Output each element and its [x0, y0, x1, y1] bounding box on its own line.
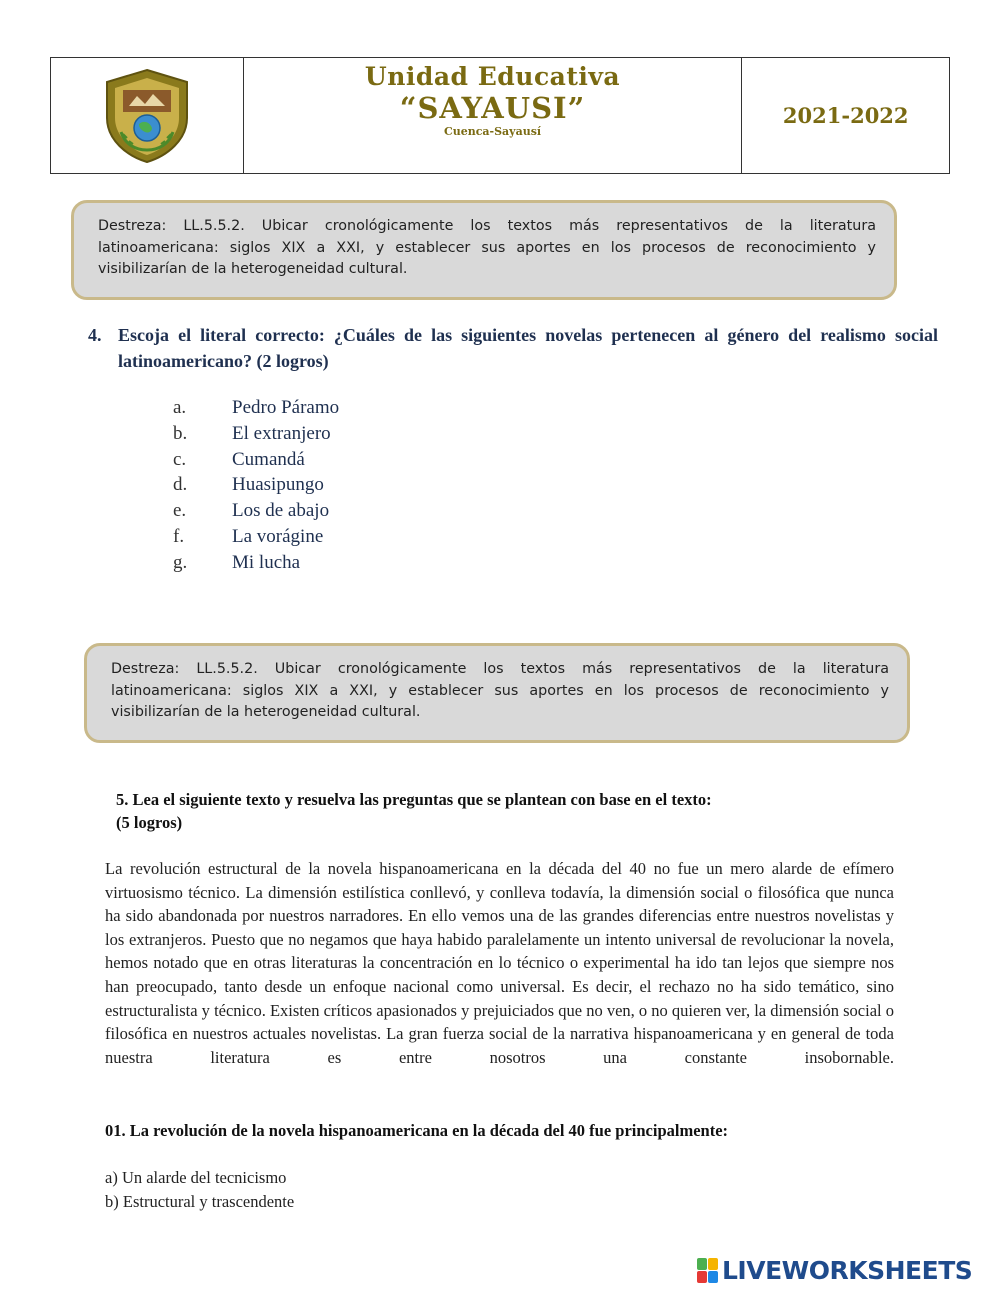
- option-b[interactable]: b. El extranjero: [173, 421, 339, 447]
- option-text: Cumandá: [232, 448, 305, 470]
- option-c[interactable]: c. Cumandá: [173, 447, 339, 473]
- school-name-line1: Unidad Educativa: [364, 62, 621, 91]
- option-text: Los de abajo: [232, 500, 330, 522]
- school-year: 2021-2022: [782, 103, 909, 128]
- school-logo-cell: [51, 58, 244, 173]
- school-name-line2: “SAYAUSI”: [399, 91, 586, 125]
- reading-passage: La revolución estructural de la novela hispanoamericana en la década del 40 no fue un mero alarde de efímero virtuosismo técnico. La dimensión estilística conllevó, y conlleva todavía, la dimensión social o filosófica que nunca ha sido abandonada por nuestros narradores. En ello vemos una de las grandes diferencias entre nuestros novelistas y los extranjeros. Puesto que no negamos que haya habido paralelamente un intento universal de revolucionar la novela, hemos notado que en otras literaturas la concentración en lo técnico o experimental ha ido tan lejos que siempre nos han preocupado, tanto desde un enfoque nacional como universal. Es decir, el rechazo no ha sido temático, sino estructuralista y técnico. Existen críticos apasionados y prejuiciados que no ven, o no quieren ver, la dimensión social o filosófica en nuestros actuales novelistas. La gran fuerza social de la narrativa hispanoamericana y en general de toda nuestra literatura es entre nosotros una constante insobornable.: [105, 859, 894, 1067]
- question-5-line2: (5 logros): [116, 813, 183, 832]
- liveworksheets-wordmark: LIVEWORKSHEETS: [722, 1255, 973, 1285]
- sub-question-answers: [105, 1166, 294, 1214]
- option-a[interactable]: a. Pedro Páramo: [173, 395, 339, 421]
- option-text: Huasipungo: [232, 474, 324, 496]
- school-title-cell: [244, 58, 743, 173]
- school-crest-icon: [99, 66, 195, 166]
- answer-a[interactable]: a) Un alarde del tecnicismo: [105, 1168, 287, 1187]
- option-g[interactable]: g. Mi lucha: [173, 550, 339, 576]
- question-5: [116, 788, 816, 834]
- skill-box-2: Destreza: LL.5.5.2. Ubicar cronológicamente los textos más representativos de la literatura latinoamericana: siglos XIX a XXI, y establecer sus aportes en los procesos de reconocimiento y visibilizarían de la heterogeneidad cultural.: [84, 643, 910, 743]
- skill-box-1: Destreza: LL.5.5.2. Ubicar cronológicamente los textos más representativos de la literatura latinoamericana: siglos XIX a XXI, y establecer sus aportes en los procesos de reconocimiento y visibilizarían de la heterogeneidad cultural.: [71, 200, 897, 300]
- option-e[interactable]: e. Los de abajo: [173, 498, 339, 524]
- option-f[interactable]: f. La vorágine: [173, 524, 339, 550]
- question-4-number: 4.: [88, 325, 102, 345]
- header-table: [50, 57, 950, 174]
- option-text: La vorágine: [232, 525, 324, 547]
- sub-question-01: 01. La revolución de la novela hispanoamericana en la década del 40 fue principalmente:: [105, 1121, 729, 1140]
- question-5-line1: 5. Lea el siguiente texto y resuelva las preguntas que se plantean con base en el texto:: [116, 790, 712, 809]
- option-text: El extranjero: [232, 422, 331, 444]
- school-year-cell: [742, 58, 949, 173]
- question-4-options: [173, 395, 339, 576]
- option-text: Pedro Páramo: [232, 397, 340, 418]
- answer-b[interactable]: b) Estructural y trascendente: [105, 1192, 295, 1211]
- option-d[interactable]: d. Huasipungo: [173, 472, 339, 498]
- question-4: [88, 322, 938, 374]
- liveworksheets-brand: [697, 1254, 972, 1286]
- liveworksheets-logo-icon: [697, 1258, 718, 1283]
- option-text: Mi lucha: [232, 551, 301, 573]
- question-4-text: Escoja el literal correcto: ¿Cuáles de las siguientes novelas pertenecen al género del realismo social latinoamericano? (2 logros): [118, 325, 938, 371]
- school-location: Cuenca-Sayausí: [443, 125, 542, 138]
